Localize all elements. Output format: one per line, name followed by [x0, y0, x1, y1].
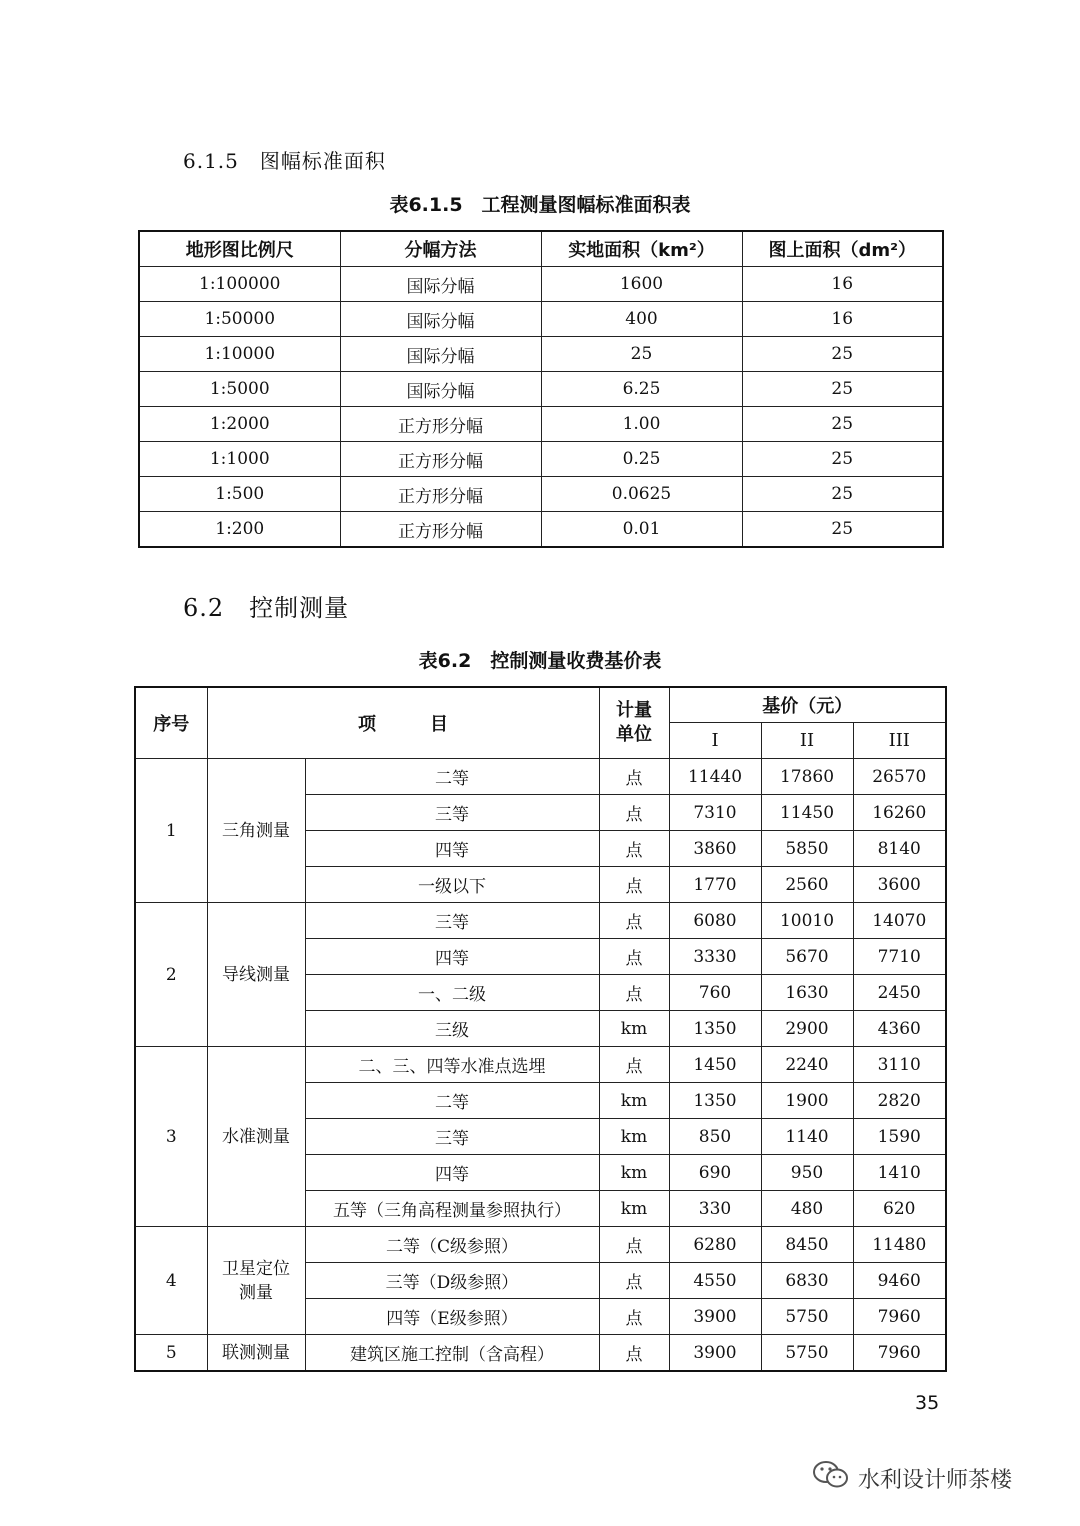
map-area-cell: 25: [742, 407, 943, 442]
price-grade-2-cell: 1630: [761, 975, 853, 1011]
map-sheet-area-table: [138, 230, 944, 548]
table1-header-row: [139, 231, 943, 267]
item-cell: 三级: [305, 1011, 599, 1047]
scale-cell: 1:200: [139, 512, 340, 548]
price-grade-3-cell: 620: [853, 1191, 946, 1227]
item-cell: 二等: [305, 759, 599, 795]
map-area-cell: 25: [742, 442, 943, 477]
price-grade-1-cell: 1350: [669, 1083, 761, 1119]
item-cell: 四等: [305, 939, 599, 975]
price-grade-3-cell: 14070: [853, 903, 946, 939]
real-area-cell: 0.25: [541, 442, 742, 477]
map-area-cell: 25: [742, 512, 943, 548]
item-cell: 二、三、四等水准点选埋: [305, 1047, 599, 1083]
price-grade-2-cell: 5750: [761, 1299, 853, 1335]
method-cell: 国际分幅: [340, 337, 541, 372]
price-grade-2-cell: 5670: [761, 939, 853, 975]
real-area-cell: 0.0625: [541, 477, 742, 512]
price-grade-1-cell: 1450: [669, 1047, 761, 1083]
price-grade-3-cell: 26570: [853, 759, 946, 795]
method-cell: 国际分幅: [340, 302, 541, 337]
category-cell: 水准测量: [207, 1047, 305, 1227]
scale-cell: 1:100000: [139, 267, 340, 302]
header-grade-2: II: [761, 723, 853, 759]
item-cell: 四等（E级参照）: [305, 1299, 599, 1335]
price-grade-1-cell: 690: [669, 1155, 761, 1191]
category-cell: 三角测量: [207, 759, 305, 903]
page-number: 35: [915, 1392, 940, 1414]
seq-cell: 2: [135, 903, 207, 1047]
seq-cell: 3: [135, 1047, 207, 1227]
table-row: [139, 267, 943, 302]
method-cell: 正方形分幅: [340, 442, 541, 477]
price-grade-3-cell: 2450: [853, 975, 946, 1011]
price-grade-2-cell: 5850: [761, 831, 853, 867]
item-cell: 建筑区施工控制（含高程）: [305, 1335, 599, 1372]
unit-cell: 点: [599, 1299, 669, 1335]
table2-header-row-1: [135, 687, 946, 723]
unit-cell: km: [599, 1011, 669, 1047]
table-row: [135, 1335, 946, 1372]
category-cell: 导线测量: [207, 903, 305, 1047]
header-seq: 序号: [135, 687, 207, 759]
price-grade-3-cell: 7710: [853, 939, 946, 975]
method-cell: 正方形分幅: [340, 512, 541, 548]
price-grade-3-cell: 9460: [853, 1263, 946, 1299]
header-item: 项 目: [207, 687, 599, 759]
unit-cell: km: [599, 1155, 669, 1191]
real-area-cell: 25: [541, 337, 742, 372]
price-grade-1-cell: 7310: [669, 795, 761, 831]
header-unit: 计量 单位: [599, 687, 669, 759]
map-area-cell: 25: [742, 337, 943, 372]
map-area-cell: 16: [742, 267, 943, 302]
price-grade-2-cell: 480: [761, 1191, 853, 1227]
price-grade-3-cell: 3110: [853, 1047, 946, 1083]
table-row: [139, 372, 943, 407]
item-cell: 四等: [305, 1155, 599, 1191]
item-cell: 二等: [305, 1083, 599, 1119]
map-area-cell: 16: [742, 302, 943, 337]
price-grade-1-cell: 1770: [669, 867, 761, 903]
unit-cell: 点: [599, 903, 669, 939]
category-cell: 联测测量: [207, 1335, 305, 1372]
real-area-cell: 0.01: [541, 512, 742, 548]
scale-cell: 1:2000: [139, 407, 340, 442]
header-method: 分幅方法: [340, 231, 541, 267]
unit-cell: 点: [599, 831, 669, 867]
seq-cell: 5: [135, 1335, 207, 1372]
table-row: [139, 407, 943, 442]
price-grade-2-cell: 8450: [761, 1227, 853, 1263]
watermark-text: 水利设计师茶楼: [858, 1467, 1013, 1493]
price-grade-3-cell: 2820: [853, 1083, 946, 1119]
price-grade-1-cell: 3860: [669, 831, 761, 867]
header-grade-3: III: [853, 723, 946, 759]
price-grade-3-cell: 8140: [853, 831, 946, 867]
price-grade-1-cell: 3900: [669, 1335, 761, 1372]
real-area-cell: 6.25: [541, 372, 742, 407]
price-grade-1-cell: 760: [669, 975, 761, 1011]
price-grade-3-cell: 1410: [853, 1155, 946, 1191]
map-area-cell: 25: [742, 372, 943, 407]
price-grade-2-cell: 2560: [761, 867, 853, 903]
scale-cell: 1:10000: [139, 337, 340, 372]
scale-cell: 1:1000: [139, 442, 340, 477]
unit-cell: 点: [599, 1335, 669, 1372]
price-grade-2-cell: 11450: [761, 795, 853, 831]
real-area-cell: 400: [541, 302, 742, 337]
price-grade-2-cell: 2240: [761, 1047, 853, 1083]
price-grade-1-cell: 850: [669, 1119, 761, 1155]
seq-cell: 4: [135, 1227, 207, 1335]
item-cell: 三等: [305, 795, 599, 831]
price-grade-2-cell: 17860: [761, 759, 853, 795]
price-grade-1-cell: 3900: [669, 1299, 761, 1335]
item-cell: 四等: [305, 831, 599, 867]
unit-cell: 点: [599, 759, 669, 795]
section-heading-6-2: 6.2 控制测量: [183, 594, 350, 622]
category-cell: 卫星定位 测量: [207, 1227, 305, 1335]
price-grade-1-cell: 6280: [669, 1227, 761, 1263]
method-cell: 国际分幅: [340, 372, 541, 407]
price-grade-1-cell: 6080: [669, 903, 761, 939]
map-area-cell: 25: [742, 477, 943, 512]
header-scale: 地形图比例尺: [139, 231, 340, 267]
item-cell: 三等（D级参照）: [305, 1263, 599, 1299]
item-cell: 五等（三角高程测量参照执行）: [305, 1191, 599, 1227]
price-grade-3-cell: 1590: [853, 1119, 946, 1155]
table-row: [135, 903, 946, 939]
seq-cell: 1: [135, 759, 207, 903]
price-grade-1-cell: 3330: [669, 939, 761, 975]
unit-cell: km: [599, 1191, 669, 1227]
scale-cell: 1:5000: [139, 372, 340, 407]
price-grade-3-cell: 16260: [853, 795, 946, 831]
unit-cell: 点: [599, 1047, 669, 1083]
real-area-cell: 1600: [541, 267, 742, 302]
real-area-cell: 1.00: [541, 407, 742, 442]
scale-cell: 1:50000: [139, 302, 340, 337]
scale-cell: 1:500: [139, 477, 340, 512]
price-grade-3-cell: 4360: [853, 1011, 946, 1047]
price-grade-2-cell: 6830: [761, 1263, 853, 1299]
price-grade-2-cell: 2900: [761, 1011, 853, 1047]
method-cell: 国际分幅: [340, 267, 541, 302]
table-row: [135, 1047, 946, 1083]
unit-cell: 点: [599, 1227, 669, 1263]
price-grade-2-cell: 5750: [761, 1335, 853, 1372]
table-row: [139, 337, 943, 372]
unit-cell: km: [599, 1083, 669, 1119]
wechat-icon: [812, 1459, 850, 1497]
price-grade-1-cell: 1350: [669, 1011, 761, 1047]
header-map-area: 图上面积（dm²）: [742, 231, 943, 267]
table-row: [135, 759, 946, 795]
item-cell: 二等（C级参照）: [305, 1227, 599, 1263]
price-grade-3-cell: 7960: [853, 1335, 946, 1372]
table1-caption: 表6.1.5 工程测量图幅标准面积表: [389, 194, 691, 216]
method-cell: 正方形分幅: [340, 407, 541, 442]
unit-cell: 点: [599, 795, 669, 831]
unit-cell: km: [599, 1119, 669, 1155]
table-row: [139, 442, 943, 477]
price-grade-1-cell: 4550: [669, 1263, 761, 1299]
price-grade-1-cell: 330: [669, 1191, 761, 1227]
price-grade-2-cell: 10010: [761, 903, 853, 939]
method-cell: 正方形分幅: [340, 477, 541, 512]
price-grade-3-cell: 11480: [853, 1227, 946, 1263]
table-row: [139, 302, 943, 337]
table-row: [139, 477, 943, 512]
header-grade-1: I: [669, 723, 761, 759]
table2-caption: 表6.2 控制测量收费基价表: [418, 650, 662, 672]
item-cell: 三等: [305, 903, 599, 939]
header-base-price: 基价（元）: [669, 687, 946, 723]
price-grade-2-cell: 1900: [761, 1083, 853, 1119]
watermark: [812, 1458, 1012, 1498]
unit-cell: 点: [599, 939, 669, 975]
control-survey-price-table: [134, 686, 947, 1372]
header-real-area: 实地面积（km²）: [541, 231, 742, 267]
price-grade-2-cell: 950: [761, 1155, 853, 1191]
item-cell: 一、二级: [305, 975, 599, 1011]
item-cell: 三等: [305, 1119, 599, 1155]
price-grade-2-cell: 1140: [761, 1119, 853, 1155]
unit-cell: 点: [599, 975, 669, 1011]
unit-cell: 点: [599, 867, 669, 903]
section-heading-6-1-5: 6.1.5 图幅标准面积: [183, 149, 386, 173]
table-row: [135, 1227, 946, 1263]
unit-cell: 点: [599, 1263, 669, 1299]
item-cell: 一级以下: [305, 867, 599, 903]
price-grade-3-cell: 7960: [853, 1299, 946, 1335]
price-grade-1-cell: 11440: [669, 759, 761, 795]
price-grade-3-cell: 3600: [853, 867, 946, 903]
table-row: [139, 512, 943, 548]
